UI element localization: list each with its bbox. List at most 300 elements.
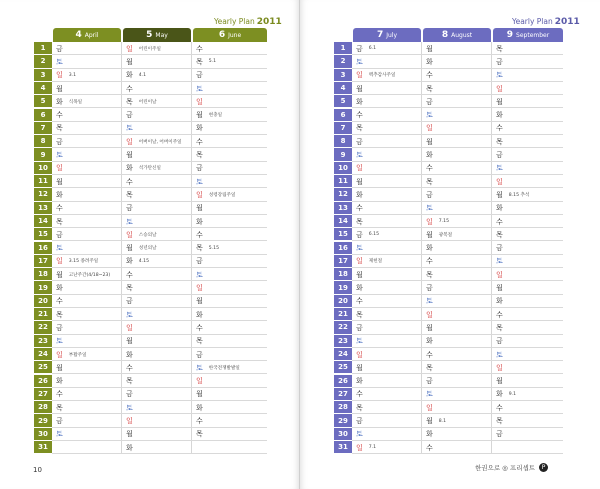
weekday-label: 토 — [126, 124, 133, 133]
day-cell[interactable] — [196, 335, 266, 348]
day-cell[interactable] — [126, 321, 190, 334]
day-cell[interactable] — [126, 228, 190, 241]
day-cell[interactable] — [496, 55, 562, 68]
day-number: 13 — [34, 202, 52, 215]
weekday-label: 목 — [196, 57, 203, 66]
day-cell[interactable] — [426, 162, 490, 175]
weekday-label: 토 — [56, 244, 63, 253]
day-cell[interactable] — [356, 281, 420, 294]
day-number: 4 — [334, 82, 352, 95]
day-cell[interactable] — [496, 428, 562, 441]
weekday-label: 수 — [356, 297, 363, 306]
day-number: 15 — [34, 228, 52, 241]
day-cell[interactable] — [196, 175, 266, 188]
day-cell[interactable] — [356, 175, 420, 188]
day-cell[interactable] — [426, 388, 490, 401]
day-cell[interactable] — [426, 69, 490, 82]
day-cell[interactable] — [356, 122, 420, 135]
day-cell[interactable] — [496, 414, 562, 427]
day-cell[interactable] — [356, 188, 420, 201]
day-cell[interactable] — [356, 335, 420, 348]
weekday-label: 금 — [56, 417, 63, 426]
day-cell[interactable] — [426, 82, 490, 95]
day-cell[interactable] — [426, 428, 490, 441]
weekday-label: 일 — [126, 137, 133, 146]
day-cell[interactable] — [196, 441, 266, 454]
day-cell[interactable] — [426, 268, 490, 281]
day-number: 19 — [34, 281, 52, 294]
day-cell[interactable] — [56, 82, 120, 95]
day-cell[interactable] — [56, 148, 120, 161]
weekday-label: 수 — [126, 270, 133, 279]
day-cell[interactable] — [356, 228, 420, 241]
day-cell[interactable] — [496, 109, 562, 122]
month-header — [493, 28, 563, 42]
day-cell[interactable] — [196, 82, 266, 95]
day-cell[interactable] — [196, 375, 266, 388]
day-cell[interactable] — [126, 295, 190, 308]
day-cell[interactable] — [426, 215, 490, 228]
weekday-label: 목 — [56, 217, 63, 226]
day-cell[interactable] — [56, 281, 120, 294]
day-number: 15 — [334, 228, 352, 241]
day-number: 5 — [34, 95, 52, 108]
weekday-label: 금 — [56, 137, 63, 146]
day-number: 26 — [334, 375, 352, 388]
day-cell[interactable] — [56, 414, 120, 427]
day-cell[interactable] — [426, 361, 490, 374]
day-cell[interactable] — [56, 55, 120, 68]
day-cell[interactable] — [426, 348, 490, 361]
day-cell[interactable] — [56, 42, 120, 55]
day-cell[interactable] — [496, 388, 562, 401]
weekday-label: 일 — [196, 97, 203, 106]
day-cell[interactable] — [196, 308, 266, 321]
day-number: 21 — [34, 308, 52, 321]
day-cell[interactable] — [426, 55, 490, 68]
day-note: 성년의날 — [138, 246, 157, 252]
day-cell[interactable] — [56, 321, 120, 334]
day-cell[interactable] — [356, 162, 420, 175]
day-cell[interactable] — [496, 188, 562, 201]
day-cell[interactable] — [56, 188, 120, 201]
weekday-label: 토 — [496, 257, 503, 266]
day-cell[interactable] — [196, 42, 266, 55]
day-cell[interactable] — [126, 335, 190, 348]
day-cell[interactable] — [126, 428, 190, 441]
day-note: 4.15 — [138, 258, 149, 264]
day-cell[interactable] — [126, 441, 190, 454]
day-note: 8.1 — [438, 418, 447, 424]
day-number: 31 — [34, 441, 52, 454]
day-note: 현충일 — [208, 113, 223, 119]
weekday-label: 일 — [56, 71, 63, 80]
weekday-label: 수 — [196, 230, 203, 239]
day-cell[interactable] — [496, 175, 562, 188]
day-cell[interactable] — [126, 42, 190, 55]
day-cell[interactable] — [356, 82, 420, 95]
day-cell[interactable] — [56, 401, 120, 414]
day-cell[interactable] — [426, 202, 490, 215]
weekday-label: 화 — [426, 244, 433, 253]
day-note: 어버이날, 어버이주일 — [138, 139, 182, 145]
day-cell[interactable] — [356, 428, 420, 441]
month-header — [423, 28, 491, 42]
day-cell[interactable] — [56, 135, 120, 148]
day-cell[interactable] — [356, 388, 420, 401]
day-cell[interactable] — [356, 401, 420, 414]
day-cell[interactable] — [126, 162, 190, 175]
weekday-label: 일 — [196, 284, 203, 293]
day-cell[interactable] — [356, 348, 420, 361]
day-number: 31 — [334, 441, 352, 454]
day-cell[interactable] — [496, 255, 562, 268]
weekday-label: 화 — [126, 71, 133, 80]
day-number: 13 — [334, 202, 352, 215]
weekday-label: 화 — [496, 111, 503, 120]
weekday-label: 토 — [356, 57, 363, 66]
weekday-label: 일 — [126, 417, 133, 426]
weekday-label: 목 — [126, 190, 133, 199]
day-cell[interactable] — [56, 122, 120, 135]
day-cell[interactable] — [356, 95, 420, 108]
day-cell[interactable] — [426, 281, 490, 294]
weekday-label: 금 — [356, 417, 363, 426]
weekday-label: 일 — [496, 84, 503, 93]
weekday-label: 수 — [196, 323, 203, 332]
day-cell[interactable] — [126, 388, 190, 401]
day-cell[interactable] — [496, 335, 562, 348]
day-note: 8.15 추석 — [508, 192, 530, 198]
weekday-label: 월 — [126, 57, 133, 66]
day-cell[interactable] — [356, 321, 420, 334]
day-cell[interactable] — [196, 122, 266, 135]
weekday-label: 토 — [56, 430, 63, 439]
day-cell[interactable] — [426, 122, 490, 135]
day-cell[interactable] — [426, 42, 490, 55]
day-cell[interactable] — [56, 295, 120, 308]
weekday-label: 수 — [356, 111, 363, 120]
day-cell[interactable] — [126, 148, 190, 161]
day-note: 7.15 — [438, 219, 449, 225]
weekday-label: 월 — [426, 44, 433, 53]
day-cell[interactable] — [196, 135, 266, 148]
day-cell[interactable] — [356, 148, 420, 161]
day-cell[interactable] — [56, 268, 120, 281]
day-cell[interactable] — [196, 401, 266, 414]
day-number: 17 — [34, 255, 52, 268]
weekday-label: 토 — [356, 244, 363, 253]
day-cell[interactable] — [496, 268, 562, 281]
day-number: 12 — [334, 188, 352, 201]
day-cell[interactable] — [56, 109, 120, 122]
day-cell[interactable] — [496, 401, 562, 414]
day-cell[interactable] — [196, 388, 266, 401]
weekday-label: 월 — [426, 417, 433, 426]
weekday-label: 목 — [496, 323, 503, 332]
day-number: 1 — [34, 42, 52, 55]
day-cell[interactable] — [196, 281, 266, 294]
day-cell[interactable] — [196, 268, 266, 281]
weekday-label: 화 — [126, 443, 133, 452]
day-cell[interactable] — [426, 242, 490, 255]
weekday-label: 화 — [496, 297, 503, 306]
day-note: 5.1 — [208, 59, 217, 65]
day-cell[interactable] — [196, 215, 266, 228]
weekday-label: 목 — [426, 84, 433, 93]
day-note: 스승의날 — [138, 232, 157, 238]
day-cell[interactable] — [196, 162, 266, 175]
weekday-label: 금 — [196, 257, 203, 266]
day-note: 6.1 — [368, 46, 377, 52]
day-cell[interactable] — [126, 175, 190, 188]
weekday-label: 일 — [356, 71, 363, 80]
day-cell[interactable] — [126, 414, 190, 427]
weekday-label: 목 — [426, 177, 433, 186]
weekday-label: 화 — [126, 257, 133, 266]
day-cell[interactable] — [126, 69, 190, 82]
day-cell[interactable] — [56, 388, 120, 401]
day-number: 12 — [34, 188, 52, 201]
weekday-label: 월 — [56, 84, 63, 93]
day-cell[interactable] — [426, 148, 490, 161]
day-cell[interactable] — [196, 69, 266, 82]
day-cell[interactable] — [196, 109, 266, 122]
day-cell[interactable] — [356, 255, 420, 268]
day-number: 9 — [34, 148, 52, 161]
day-cell[interactable] — [56, 335, 120, 348]
day-cell[interactable] — [126, 95, 190, 108]
day-cell[interactable] — [56, 242, 120, 255]
day-cell[interactable] — [356, 69, 420, 82]
day-cell[interactable] — [196, 414, 266, 427]
day-cell[interactable] — [196, 188, 266, 201]
day-cell[interactable] — [56, 95, 120, 108]
weekday-label: 화 — [356, 190, 363, 199]
day-cell[interactable] — [496, 308, 562, 321]
weekday-label: 월 — [356, 177, 363, 186]
day-cell[interactable] — [426, 228, 490, 241]
day-cell[interactable] — [356, 42, 420, 55]
day-cell[interactable] — [126, 82, 190, 95]
day-cell[interactable] — [196, 321, 266, 334]
weekday-label: 수 — [56, 111, 63, 120]
weekday-label: 금 — [356, 137, 363, 146]
day-cell[interactable] — [356, 295, 420, 308]
day-cell[interactable] — [56, 162, 120, 175]
day-cell[interactable] — [196, 228, 266, 241]
day-cell[interactable] — [426, 109, 490, 122]
day-cell[interactable] — [426, 375, 490, 388]
yearly-plan-title-left: Yearly Plan 2011 — [214, 17, 282, 27]
day-cell[interactable] — [356, 135, 420, 148]
day-cell[interactable] — [496, 42, 562, 55]
weekday-label: 금 — [196, 350, 203, 359]
weekday-label: 목 — [356, 124, 363, 133]
day-cell[interactable] — [496, 135, 562, 148]
day-number: 10 — [334, 162, 352, 175]
day-cell[interactable] — [196, 348, 266, 361]
day-cell[interactable] — [196, 55, 266, 68]
weekday-label: 목 — [426, 270, 433, 279]
day-number: 21 — [334, 308, 352, 321]
day-cell[interactable] — [426, 441, 490, 454]
day-cell[interactable] — [56, 228, 120, 241]
day-cell[interactable] — [496, 95, 562, 108]
day-cell[interactable] — [126, 215, 190, 228]
day-cell[interactable] — [126, 375, 190, 388]
day-number: 22 — [34, 321, 52, 334]
weekday-label: 목 — [126, 97, 133, 106]
weekday-label: 수 — [426, 443, 433, 452]
weekday-label: 토 — [496, 71, 503, 80]
weekday-label: 일 — [496, 177, 503, 186]
day-cell[interactable] — [56, 348, 120, 361]
day-cell[interactable] — [126, 308, 190, 321]
day-cell[interactable] — [126, 122, 190, 135]
day-cell[interactable] — [126, 348, 190, 361]
day-note: 5.15 — [208, 245, 219, 251]
day-cell[interactable] — [56, 175, 120, 188]
day-number: 18 — [34, 268, 52, 281]
day-cell[interactable] — [356, 441, 420, 454]
day-number: 14 — [34, 215, 52, 228]
day-cell[interactable] — [356, 268, 420, 281]
day-cell[interactable] — [126, 55, 190, 68]
day-cell[interactable] — [126, 242, 190, 255]
day-cell[interactable] — [496, 361, 562, 374]
day-cell[interactable] — [196, 148, 266, 161]
day-cell[interactable] — [126, 255, 190, 268]
day-cell[interactable] — [56, 375, 120, 388]
day-cell[interactable] — [56, 428, 120, 441]
day-cell[interactable] — [356, 414, 420, 427]
day-number: 4 — [34, 82, 52, 95]
weekday-label: 토 — [356, 337, 363, 346]
day-cell[interactable] — [56, 255, 120, 268]
day-cell[interactable] — [126, 109, 190, 122]
day-note: 부활주일 — [68, 352, 87, 358]
day-cell[interactable] — [126, 361, 190, 374]
day-cell[interactable] — [196, 295, 266, 308]
day-cell[interactable] — [56, 202, 120, 215]
weekday-label: 일 — [56, 350, 63, 359]
weekday-label: 월 — [426, 323, 433, 332]
day-cell[interactable] — [356, 375, 420, 388]
day-cell[interactable] — [496, 375, 562, 388]
day-cell[interactable] — [126, 202, 190, 215]
weekday-label: 수 — [196, 417, 203, 426]
weekday-label: 월 — [496, 190, 503, 199]
weekday-label: 수 — [496, 403, 503, 412]
weekday-label: 월 — [126, 151, 133, 160]
weekday-label: 일 — [356, 443, 363, 452]
day-cell[interactable] — [126, 281, 190, 294]
weekday-label: 토 — [496, 350, 503, 359]
day-cell[interactable] — [196, 202, 266, 215]
day-number: 6 — [334, 109, 352, 122]
day-cell[interactable] — [426, 175, 490, 188]
day-number: 2 — [34, 55, 52, 68]
day-cell[interactable] — [126, 188, 190, 201]
weekday-label: 토 — [56, 337, 63, 346]
day-cell[interactable] — [496, 242, 562, 255]
day-cell[interactable] — [196, 255, 266, 268]
day-cell[interactable] — [496, 202, 562, 215]
day-cell[interactable] — [196, 428, 266, 441]
day-cell[interactable] — [426, 308, 490, 321]
day-cell[interactable] — [496, 441, 562, 454]
day-cell[interactable] — [426, 188, 490, 201]
weekday-label: 수 — [126, 363, 133, 372]
weekday-label: 수 — [126, 177, 133, 186]
day-cell[interactable] — [356, 215, 420, 228]
day-cell[interactable] — [496, 122, 562, 135]
weekday-label: 금 — [56, 230, 63, 239]
weekday-label: 월 — [126, 430, 133, 439]
day-cell[interactable] — [126, 268, 190, 281]
day-cell[interactable] — [496, 295, 562, 308]
day-number: 19 — [334, 281, 352, 294]
month-number: 4 — [75, 30, 82, 40]
month-number: 9 — [506, 30, 514, 40]
day-cell[interactable] — [426, 401, 490, 414]
day-cell[interactable] — [196, 95, 266, 108]
weekday-label: 수 — [196, 137, 203, 146]
day-cell[interactable] — [196, 242, 266, 255]
day-cell[interactable] — [56, 215, 120, 228]
day-cell[interactable] — [426, 295, 490, 308]
weekday-label: 일 — [126, 230, 133, 239]
day-cell[interactable] — [356, 242, 420, 255]
day-cell[interactable] — [356, 361, 420, 374]
day-cell[interactable] — [356, 55, 420, 68]
day-cell[interactable] — [356, 308, 420, 321]
day-cell[interactable] — [426, 321, 490, 334]
day-cell[interactable] — [496, 82, 562, 95]
day-note: 어린이날 — [138, 99, 157, 105]
day-number: 20 — [34, 295, 52, 308]
day-cell[interactable] — [426, 335, 490, 348]
day-cell[interactable] — [356, 109, 420, 122]
day-cell[interactable] — [426, 95, 490, 108]
day-cell[interactable] — [496, 162, 562, 175]
day-cell[interactable] — [496, 348, 562, 361]
day-cell[interactable] — [56, 441, 120, 454]
day-cell[interactable] — [496, 281, 562, 294]
day-cell[interactable] — [356, 202, 420, 215]
day-cell[interactable] — [56, 361, 120, 374]
day-number: 7 — [334, 122, 352, 135]
day-cell[interactable] — [56, 308, 120, 321]
day-cell[interactable] — [126, 135, 190, 148]
weekday-label: 일 — [126, 323, 133, 332]
day-cell[interactable] — [196, 361, 266, 374]
day-cell[interactable] — [426, 414, 490, 427]
day-cell[interactable] — [496, 321, 562, 334]
day-cell[interactable] — [496, 228, 562, 241]
day-cell[interactable] — [426, 135, 490, 148]
day-cell[interactable] — [56, 69, 120, 82]
weekday-label: 목 — [56, 310, 63, 319]
day-cell[interactable] — [496, 69, 562, 82]
day-number: 27 — [334, 388, 352, 401]
day-cell[interactable] — [426, 255, 490, 268]
day-cell[interactable] — [126, 401, 190, 414]
weekday-label: 월 — [356, 270, 363, 279]
day-cell[interactable] — [496, 148, 562, 161]
day-cell[interactable] — [496, 215, 562, 228]
